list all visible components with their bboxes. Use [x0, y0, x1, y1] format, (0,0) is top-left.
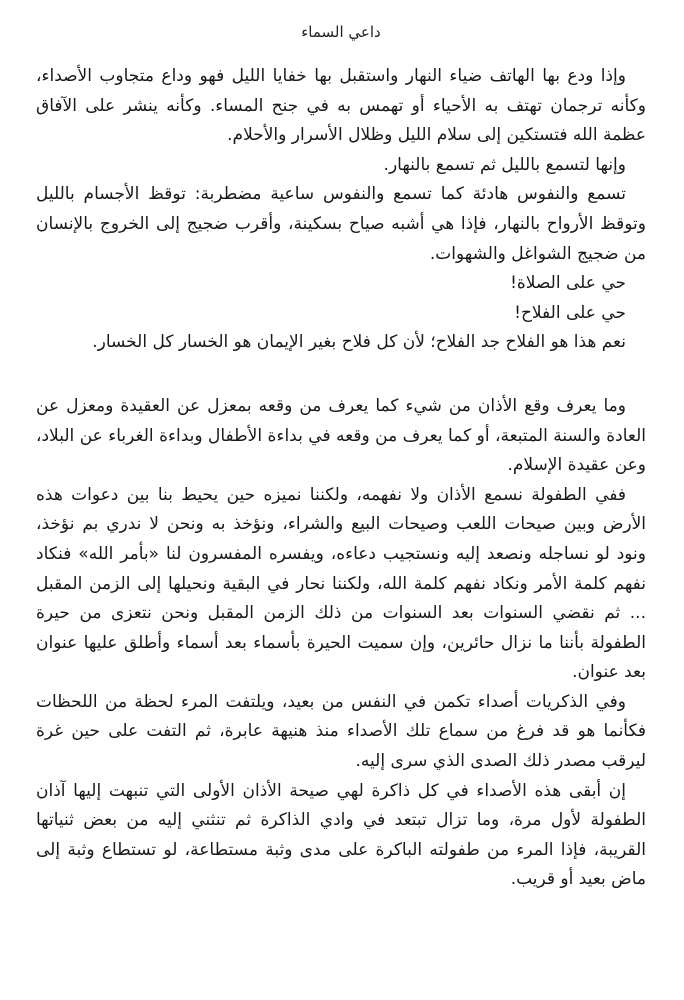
paragraph: ففي الطفولة نسمع الأذان ولا نفهمه، ولكننا نميزه حين يحيط بنا بين دعوات هذه الأرض وبين صيحات اللعب وصيحات البيع والشراء، ونؤخذ به ونحن لا ندري بم نؤخذ، ونود لو نساجله ونصعد إليه ونستجيب دعاءه، ويفسره المفسرون لنا «بأمر الله» فنكاد نفهم كلمة الأمر ونكاد نفهم كلمة الله، ولكننا نحار في البقية ونحيلها إلى الزمن المقبل ... ثم نقضي السنوات بعد السنوات من ذلك الزمن المقبل ونحن نتعزى من حيرة الطفولة بأننا ما نزال حائرين، وإن سميت الحيرة بأسماء بعد أسماء وأطلق عليها عنوان بعد عنوان.: [36, 484, 646, 683]
paragraph: تسمع والنفوس هادئة كما تسمع والنفوس ساعية مضطربة: توقظ الأجسام بالليل وتوقظ الأرواح بالنهار، فإذا هي أشبه صياح بسكينة، وأقرب ضجيج إلى الخروج بالإنسان من ضجيج الشواغل والشهوات.: [36, 184, 646, 264]
paragraph: حي على الفلاح!: [514, 302, 626, 323]
paragraph: نعم هذا هو الفلاح جد الفلاح؛ لأن كل فلاح بغير الإيمان هو الخسار كل الخسار.: [92, 332, 626, 353]
paragraph: وإذا ودع بها الهاتف ضياء النهار واستقبل بها خفايا الليل فهو وداع متجاوب الأصداء، وكأنه ترجمان تهتف به الأحياء أو تهمس به في جنح المساء. وكأنه ينشر على الآفاق عظمة الله فتستكين إلى سلام الليل وظلال الأسرار والأحلام.: [36, 66, 646, 146]
paragraph: وفي الذكريات أصداء تكمن في النفس من بعيد، ويلتفت المرء لحظة من اللحظات فكأنما هو قد فرغ من سماع تلك الأصداء منذ هنيهة عابرة، ثم التفت على حين غرة ليرقب مصدر ذلك الصدى الذي سرى إليه.: [36, 691, 646, 772]
paragraph: حي على الصلاة!: [510, 273, 626, 294]
paragraph: وإنها لتسمع بالليل ثم تسمع بالنهار.: [383, 154, 626, 175]
paragraph: وما يعرف وقع الأذان من شيء كما يعرف من وقعه بمعزل عن العقيدة ومعزل عن العادة والسنة المتبعة، أو كما يعرف من وقعه في بداءة الأطفال وبداءة الغرباء عن البلاد، وعن عقيدة الإسلام.: [36, 395, 646, 476]
document-body: [36, 62, 646, 895]
running-header: داعي السماء: [301, 23, 381, 41]
section-break: [36, 358, 646, 392]
paragraph: إن أبقى هذه الأصداء في كل ذاكرة لهي صيحة الأذان الأولى التي تنبهت إليها آذان الطفولة لأول مرة، وما تزال تبتعد في وادي الذاكرة ثم تنثني إليه من بعض ثنياتها القريبة، فإذا المرء من طفولته الباكرة على مدى وثبة مستطاعة، لو تستطاع وثبة إلى ماض بعيد أو قريب.: [36, 780, 646, 890]
